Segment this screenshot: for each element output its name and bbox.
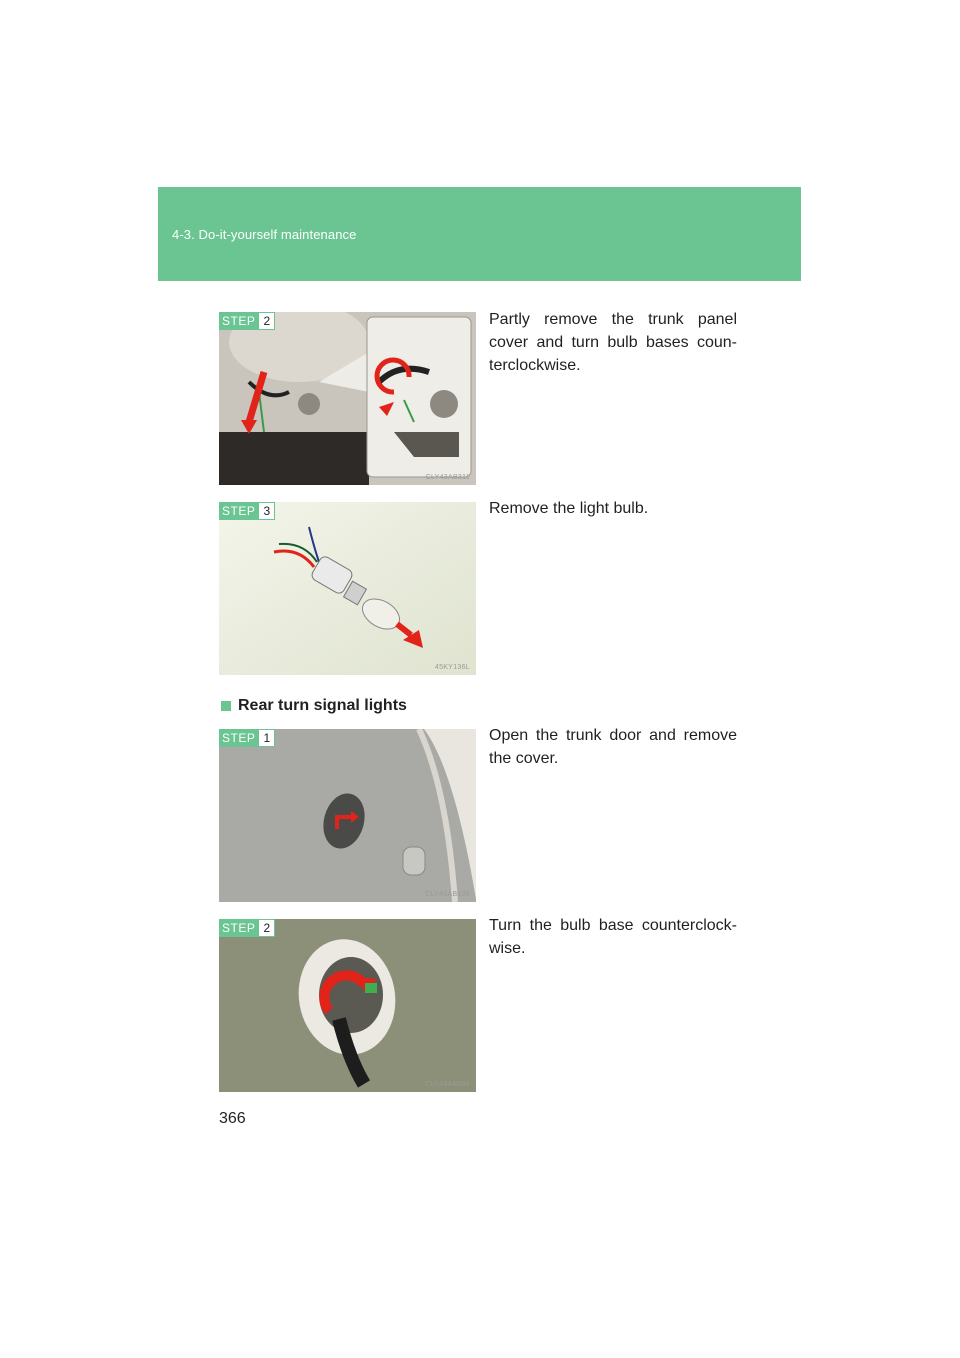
figure-code: CLY43AB136 [425, 891, 470, 898]
step-figure-trunk-cover [219, 729, 476, 902]
step-figure-bulb-base [219, 919, 476, 1092]
figure-code: 45KY136L [434, 664, 470, 671]
trunk-cover-illustration [219, 729, 476, 902]
step-figure-bulb [219, 502, 476, 675]
step-label: STEP [219, 919, 258, 937]
step-label: STEP [219, 729, 258, 747]
section-heading [221, 697, 407, 715]
square-bullet-icon [221, 701, 231, 711]
figure-code: CLY43AB311 [425, 474, 470, 481]
step-instruction: Partly remove the trunk panel cover and turn bulb bases coun-terclockwise. [489, 311, 737, 374]
step-badge [219, 729, 275, 747]
step-instruction: Turn the bulb base counterclock-wise. [489, 917, 737, 957]
step-instruction: Remove the light bulb. [489, 500, 649, 517]
section-heading-text: Rear turn signal lights [238, 697, 407, 714]
trunk-panel-illustration [219, 312, 476, 485]
step-label: STEP [219, 312, 258, 330]
step-badge [219, 312, 275, 330]
step-badge [219, 502, 275, 520]
step-label: STEP [219, 502, 258, 520]
bulb-illustration [219, 502, 476, 675]
step-number: 2 [258, 919, 275, 937]
section-title: 4-3. Do-it-yourself maintenance [172, 227, 357, 242]
figure-code: CLY43AB309 [425, 1081, 470, 1088]
step-figure-trunk-panel [219, 312, 476, 485]
section-header-bar [158, 187, 801, 281]
page-number: 366 [219, 1110, 246, 1127]
step-number: 3 [258, 502, 275, 520]
step-instruction: Open the trunk door and remove the cover. [489, 727, 737, 767]
bulb-base-illustration [219, 919, 476, 1092]
step-badge [219, 919, 275, 937]
step-number: 1 [258, 729, 275, 747]
step-number: 2 [258, 312, 275, 330]
